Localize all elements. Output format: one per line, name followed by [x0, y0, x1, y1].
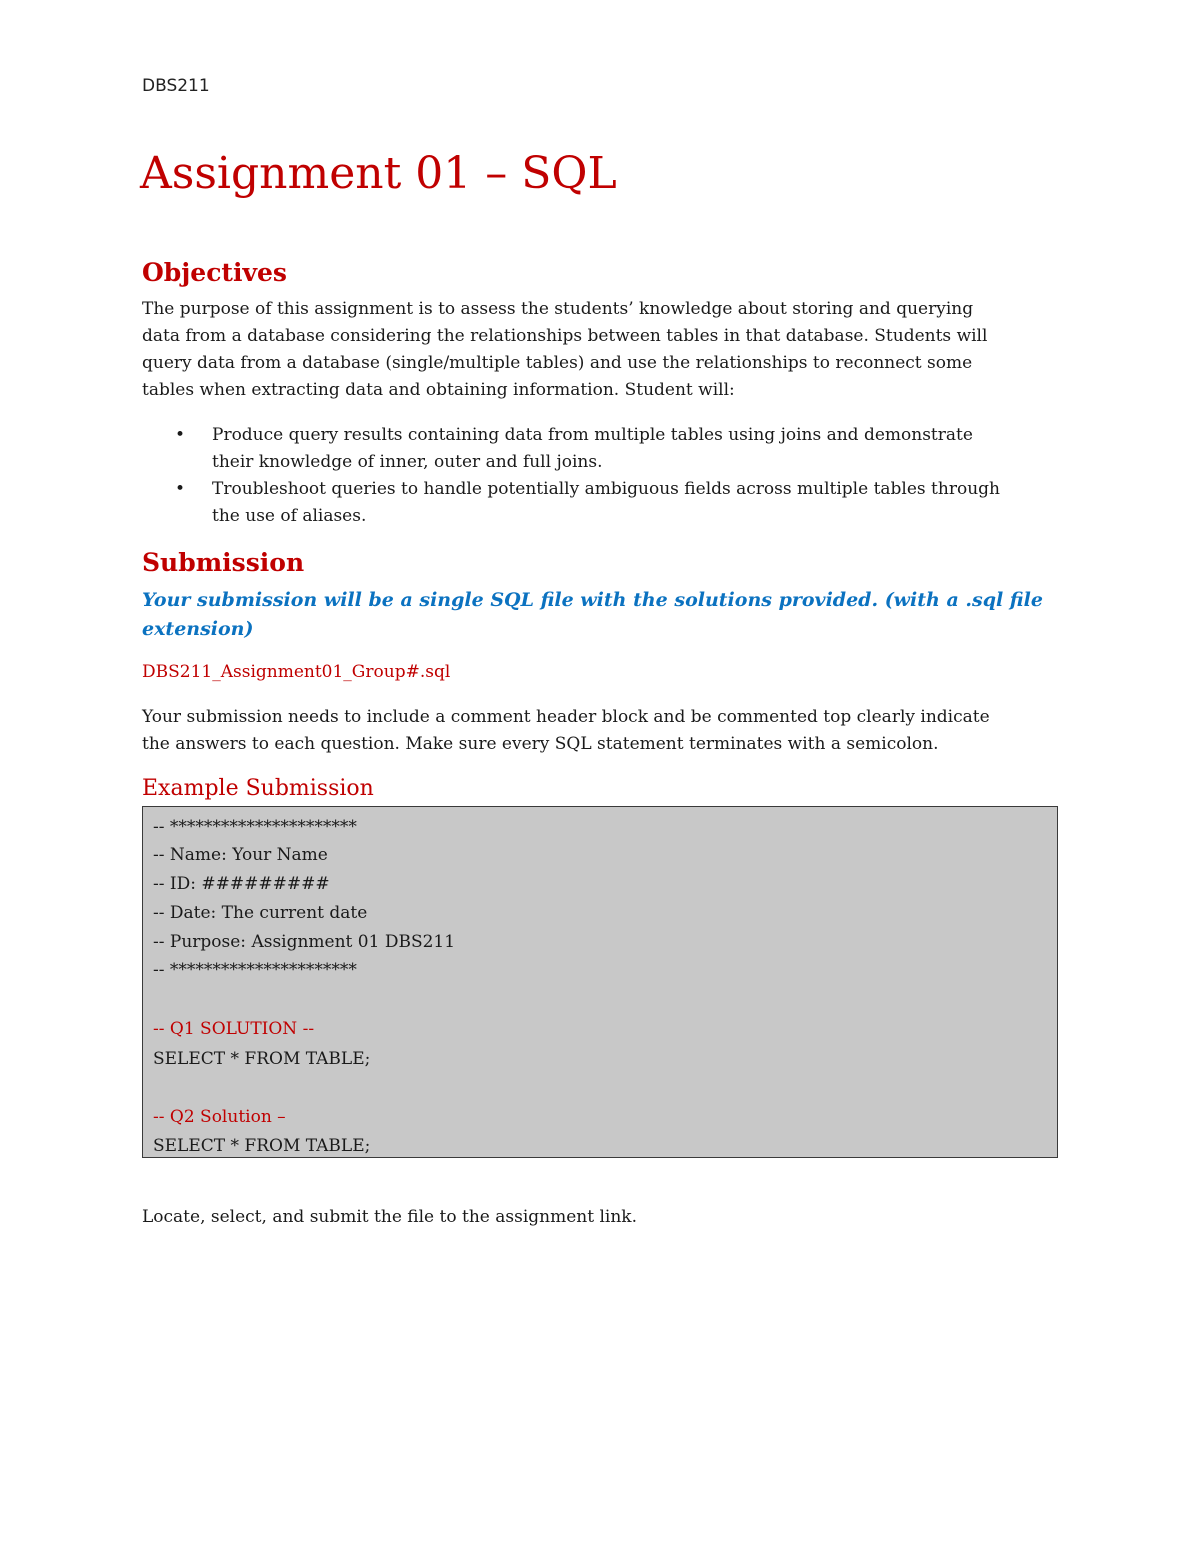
list-item-line: their knowledge of inner, outer and full joins.: [212, 452, 603, 472]
code-line: -- ID: #########: [153, 874, 330, 894]
list-item-line: the use of aliases.: [212, 506, 367, 526]
submission-instructions: [142, 704, 1062, 758]
code-line: -- Date: The current date: [153, 903, 368, 923]
objectives-heading: Objectives: [142, 258, 287, 287]
page-title: Assignment 01 – SQL: [140, 148, 617, 199]
footer-instruction: [142, 1204, 1062, 1231]
paragraph-line: Locate, select, and submit the file to the assignment link.: [142, 1207, 637, 1227]
submission-filename: DBS211_Assignment01_Group#.sql: [142, 662, 451, 682]
paragraph-line: The purpose of this assignment is to assess the students’ knowledge about storing and querying: [142, 299, 974, 319]
submission-subtitle: [142, 586, 1062, 644]
list-item-line: Produce query results containing data from multiple tables using joins and demonstrate: [212, 425, 973, 445]
code-line: -- Q2 Solution –: [153, 1107, 286, 1127]
paragraph-line: query data from a database (single/multiple tables) and use the relationships to reconnect some: [142, 353, 973, 373]
subtitle-line: extension): [142, 618, 254, 640]
paragraph-line: the answers to each question. Make sure every SQL statement terminates with a semicolon.: [142, 734, 939, 754]
objectives-paragraph: [142, 296, 1062, 404]
paragraph-line: data from a database considering the relationships between tables in that database. Students will: [142, 326, 988, 346]
list-item: [142, 476, 1062, 530]
bullet-icon: •: [175, 425, 186, 445]
submission-heading: Submission: [142, 548, 305, 577]
code-line: SELECT * FROM TABLE;: [153, 1136, 371, 1156]
list-item-line: Troubleshoot queries to handle potentially ambiguous fields across multiple tables through: [212, 479, 1000, 499]
code-line: SELECT * FROM TABLE;: [153, 1049, 371, 1069]
code-line: -- **********************: [153, 960, 357, 980]
list-item: [142, 422, 1062, 476]
code-line: -- Name: Your Name: [153, 845, 328, 865]
code-line: -- **********************: [153, 817, 357, 837]
example-code-block: [142, 806, 1058, 1158]
code-line: -- Q1 SOLUTION --: [153, 1019, 315, 1039]
objectives-bullet-list: [142, 422, 1062, 530]
bullet-icon: •: [175, 479, 186, 499]
subtitle-line: Your submission will be a single SQL file with the solutions provided. (with a .sql file: [142, 589, 1043, 611]
paragraph-line: tables when extracting data and obtaining information. Student will:: [142, 380, 735, 400]
course-code-header: DBS211: [142, 76, 210, 96]
example-submission-heading: Example Submission: [142, 776, 374, 801]
paragraph-line: Your submission needs to include a comment header block and be commented top clearly indicate: [142, 707, 990, 727]
code-line: -- Purpose: Assignment 01 DBS211: [153, 932, 456, 952]
